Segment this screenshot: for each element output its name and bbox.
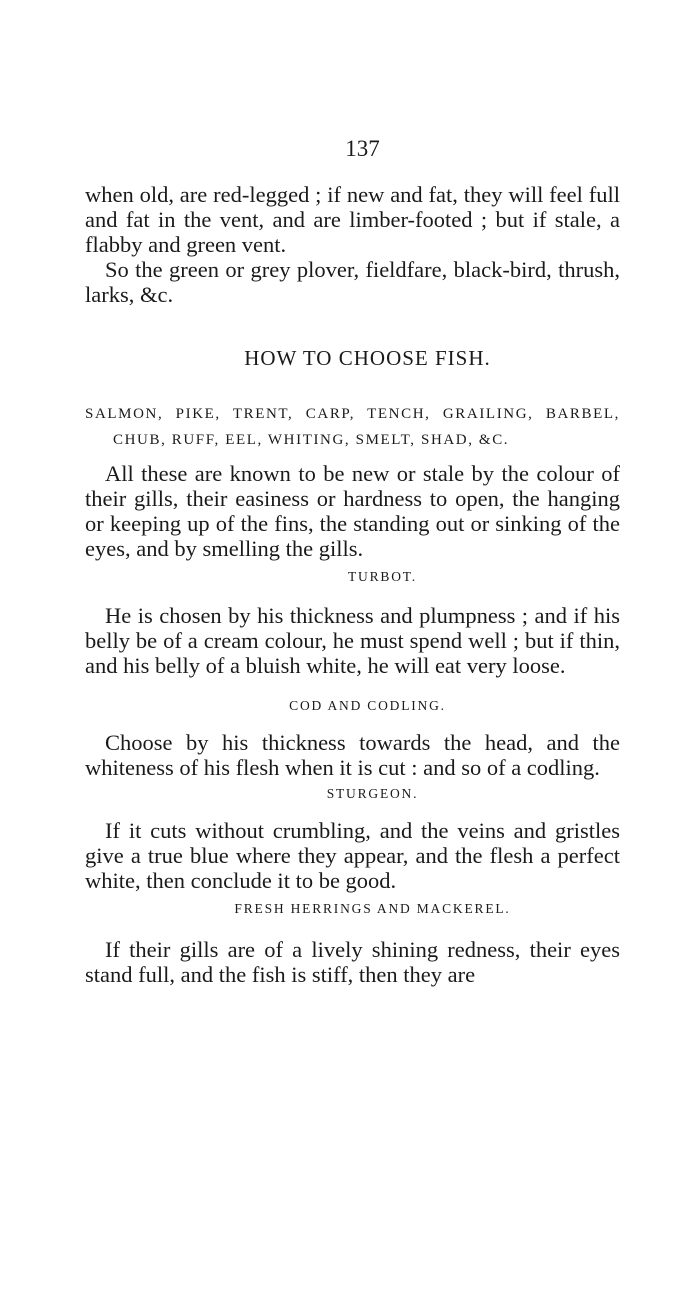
entry-heading-sturgeon: STURGEON. [326,786,419,801]
intro-paragraph-2: So the green or grey plover, fieldfare, black-bird, thrush, larks, &c. [85,257,620,307]
book-page [85,134,620,987]
entry-heading-herring: FRESH HERRINGS AND MACKEREL. [234,901,511,916]
entry-heading-turbot: TURBOT. [348,569,417,584]
entry-text-sturgeon: If it cuts without crumbling, and the veins and gristles give a true blue where they appear, and the flesh a perfect white, then conclude it to be good. [85,818,620,893]
intro-paragraph-1: when old, are red-legged ; if new and fat, they will feel full and fat in the vent, and are limber-footed ; but if stale, a flabby and green vent. [85,182,620,257]
entry-text-herring: If their gills are of a lively shining redness, their eyes stand full, and the fish is stiff, then they are [85,937,620,987]
entry-heading-cod: COD AND CODLING. [289,698,446,713]
page-number: 137 [345,136,380,161]
entry-text-cod: Choose by his thickness towards the head, and the whiteness of his flesh when it is cut : and so of a codling. [85,730,620,780]
fish-paragraph: All these are known to be new or stale by the colour of their gills, their easiness or hardness to open, the hanging or keeping up of the fins, the standing out or sinking of the eyes, and by smelling the gills. [85,461,620,561]
entry-text-turbot: He is chosen by his thickness and plumpness ; and if his belly be of a cream colour, he must spend well ; but if thin, and his belly of a bluish white, he will eat very loose. [85,603,620,678]
section-title: HOW TO CHOOSE FISH. [244,346,491,370]
fish-list: SALMON, PIKE, TRENT, CARP, TENCH, GRAILING, BARBEL, CHUB, RUFF, EEL, WHITING, SMELT, SHAD, &C. [85,406,620,448]
